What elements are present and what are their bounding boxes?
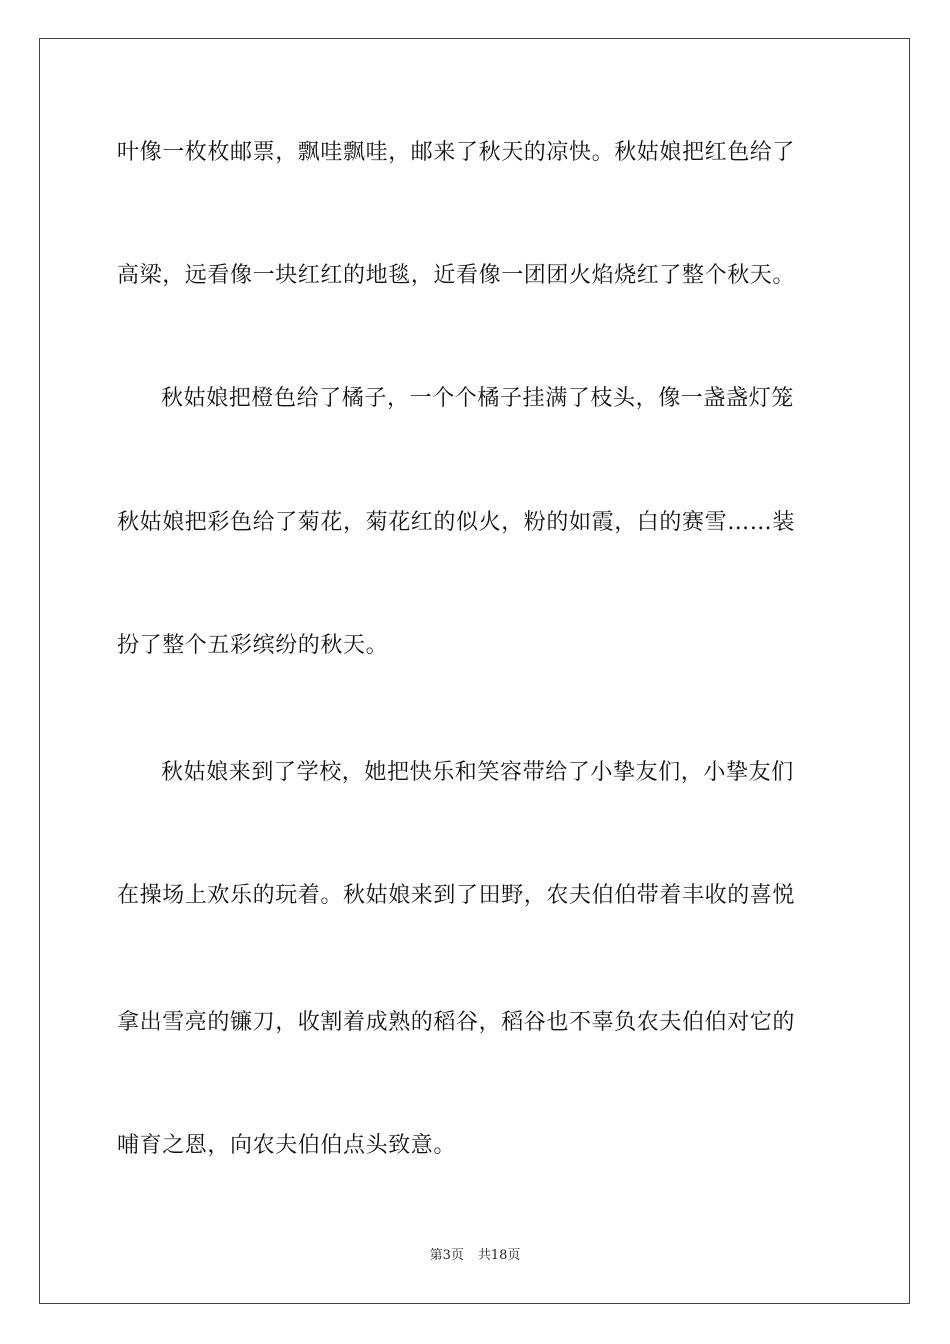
total-pages: 共18页 (477, 1248, 521, 1263)
text-line-9: 哺育之恩，向农夫伯伯点头致意。 (117, 1133, 457, 1158)
text-line-2: 高梁，远看像一块红红的地毯，近看像一团团火焰烧红了整个秋天。 (117, 263, 796, 288)
text-line-5: 扮了整个五彩缤纷的秋天。 (117, 633, 389, 658)
page-number: 第3页 (429, 1248, 464, 1263)
text-line-6: 秋姑娘来到了学校，她把快乐和笑容带给了小挚友们，小挚友们 (161, 760, 794, 785)
text-line-1: 叶像一枚枚邮票，飘哇飘哇，邮来了秋天的凉快。秋姑娘把红色给了 (117, 140, 796, 165)
text-line-7: 在操场上欢乐的玩着。秋姑娘来到了田野，农夫伯伯带着丰收的喜悦 (117, 883, 796, 908)
page-border (39, 38, 910, 1304)
page-footer (0, 1247, 950, 1265)
text-line-4: 秋姑娘把彩色给了菊花，菊花红的似火，粉的如霞，白的赛雪……装 (117, 510, 796, 535)
text-line-8: 拿出雪亮的镰刀，收割着成熟的稻谷，稻谷也不辜负农夫伯伯对它的 (117, 1010, 796, 1035)
text-line-3: 秋姑娘把橙色给了橘子，一个个橘子挂满了枝头，像一盏盏灯笼 (161, 386, 794, 411)
